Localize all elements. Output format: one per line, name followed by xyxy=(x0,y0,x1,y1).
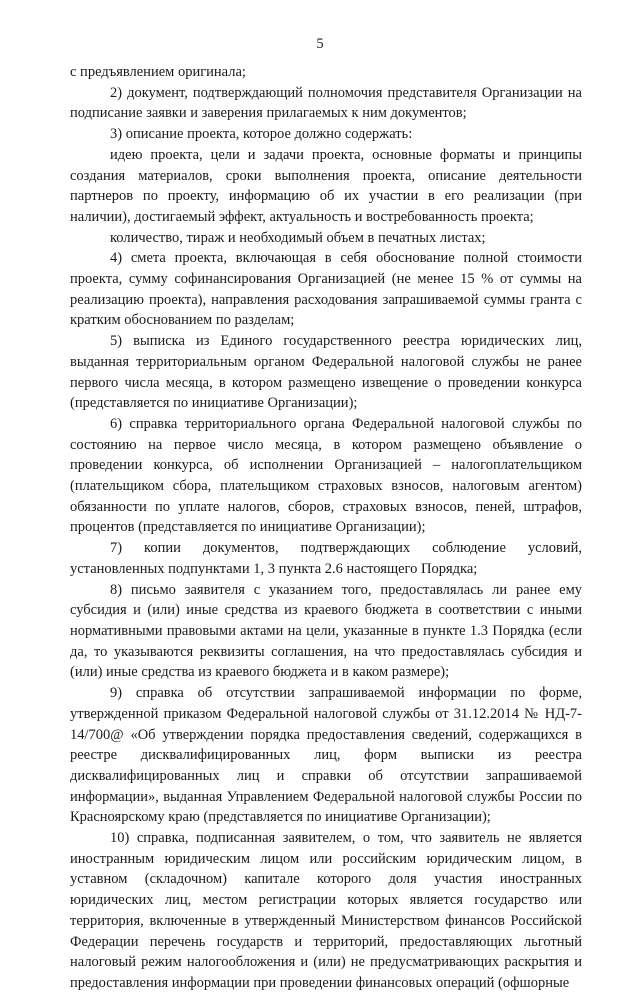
paragraph-4: идею проекта, цели и задачи проекта, основные форматы и принципы создания материалов, сроки выполнения проекта, описание деятельности партнеров по проекту, информацию об их участии в его реализации (при наличии), достигаемый эффект, актуальность и востребованность проекта; xyxy=(70,146,582,225)
paragraph-6: 4) смета проекта, включающая в себя обоснование полной стоимости проекта, сумму софинансирования Организацией (не менее 15 % от суммы на реализацию проекта), направления расходования запрашиваемой суммы гранта с кратким обоснованием по разделам; xyxy=(70,250,582,329)
paragraph-2: 2) документ, подтверждающий полномочия представителя Организации на подписание заявки и заверения прилагаемых к ним документов; xyxy=(70,84,582,122)
paragraph-3: 3) описание проекта, которое должно содержать: xyxy=(110,126,413,143)
paragraph-10: 8) письмо заявителя с указанием того, предоставлялась ли ранее ему субсидия и (или) иные средства из краевого бюджета в соответствии с иными нормативными правовыми актами на цели, указанные в пункте 1.3 Порядка (если да, то указываются реквизиты соглашения, на что предоставлялась субсидия и (или) иные средства из краевого бюджета и в каком размере); xyxy=(70,581,582,681)
paragraph-12: 10) справка, подписанная заявителем, о том, что заявитель не является иностранным юридическим лицом или российским юридическим лицом, в уставном (складочном) капитале которого доля участия иностранных юридических лиц, местом регистрации которых является государство или территория, включенные в утвержденный Министерством финансов Российской Федерации перечень государств и территорий, предоставляющих льготный налоговый режим налогообложения и (или) не предусматривающих раскрытия и предоставления информации при проведении финансовых операций (офшорные xyxy=(70,830,582,991)
paragraph-1: с предъявлением оригинала; xyxy=(70,64,246,80)
document-body xyxy=(70,62,582,994)
paragraph-7: 5) выписка из Единого государственного реестра юридических лиц, выданная территориальным органом Федеральной налоговой службы не ранее первого числа месяца, в котором размещено извещение о проведении конкурса (представляется по инициативе Организации); xyxy=(70,333,582,412)
paragraph-8: 6) справка территориального органа Федеральной налоговой службы по состоянию на первое число месяца, в котором размещено объявление о проведении конкурса, об исполнении Организацией – налогоплательщиком (плательщиком сбора, плательщиком страховых взносов, налоговым агентом) обязанности по уплате налогов, сборов, страховых взносов, пеней, штрафов, процентов (представляется по инициативе Организации); xyxy=(70,415,582,536)
paragraph-11: 9) справка об отсутствии запрашиваемой информации по форме, утвержденной приказом Федеральной налоговой службы от 31.12.2014 № НД-7-14/700@ «Об утверждении порядка предоставления сведений, содержащихся в реестре дисквалифицированных лиц, форм выписки из реестра дисквалифицированных лиц и справки об отсутствии запрашиваемой информации», выданная Управлением Федеральной налоговой службы России по Красноярскому краю (представляется по инициативе Организации); xyxy=(70,685,582,826)
page-number: 5 xyxy=(316,36,324,52)
paragraph-9: 7) копии документов, подтверждающих соблюдение условий, установленных подпунктами 1, 3 пункта 2.6 настоящего Порядка; xyxy=(70,540,582,577)
paragraph-5: количество, тираж и необходимый объем в печатных листах; xyxy=(110,229,486,246)
